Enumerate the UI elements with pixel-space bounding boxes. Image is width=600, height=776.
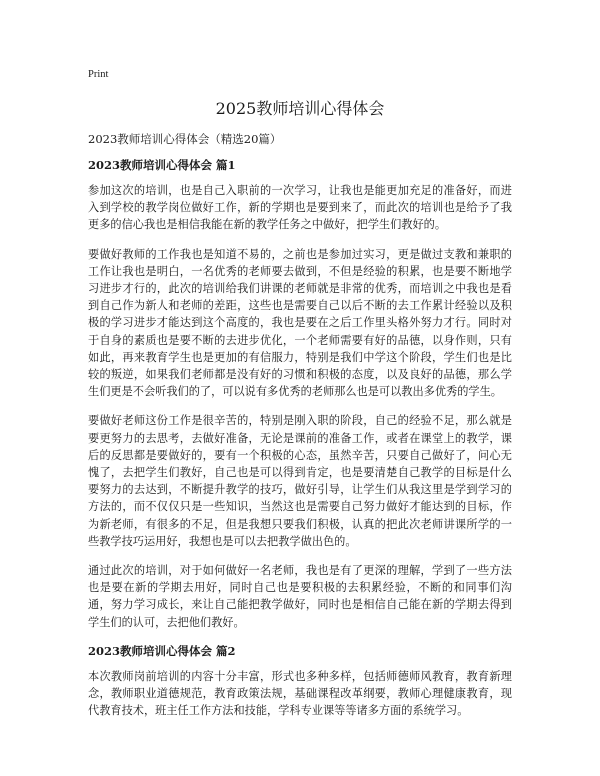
paragraph: 通过此次的培训，对于如何做好一名老师，我也是有了更深的理解，学到了一些方法也是要在新的学期去用好，同时自己也是要积极的去积累经验，不断的和同事们沟通，努力学习成长，来让自己能把教学做好，同时也是相信自己能在新的学期去得到学生们的认可，去把他们教好。: [88, 564, 512, 629]
document-title: 2025教师培训心得体会: [215, 99, 385, 118]
paragraph: 参加这次的培训，也是自己入职前的一次学习，让我也是能更加充足的准备好，而进入到学校的教学岗位做好工作，新的学期也是要到来了，而此次的培训也是给予了我更多的信心我也是相信我能在新的教学任务之中做好，把学生们教好的。: [88, 184, 512, 232]
paragraph: 本次教师岗前培训的内容十分丰富，形式也多种多样，包括师德师风教育，教育新理念，教师职业道德规范，教育政策法规，基础课程改革纲要，教师心理健康教育，现代教育技术，班主任工作方法和技能，学科专业课等等诸多方面的系统学习。: [88, 669, 512, 718]
section-heading-1: 2023教师培训心得体会 篇1: [88, 158, 236, 172]
section-heading-2: 2023教师培训心得体会 篇2: [88, 643, 236, 658]
paragraph: 要做好教师的工作我也是知道不易的，之前也是参加过实习，更是做过支教和兼职的工作让我也是明白，一名优秀的老师要去做到，不但是经验的积累，也是要不断地学习进步才行的，此次的培训给我们讲课的老师就是非常的优秀，而培训之中我也是看到自己作为新人和老师的差距，这些也是需要自己以后不断的去工作累计经验以及积极的学习进步才能达到这个高度的，我也是要在之后工作里头格外努力才行。同时对于自身的素质也是要不断的去进步优化，一个老师需要有好的品德，以身作则，只有如此，再来教育学生也是更加的有信服力，特别是我们中学这个阶段，学生们也是比较的叛逆，如果我们老师都是没有好的习惯和积极的态度，以及良好的品德，那么学生们更是不会听我们的了，可以说有多优秀的老师那么也是可以教出多优秀的学生。: [88, 247, 512, 399]
document-subtitle: 2023教师培训心得体会（精选20篇）: [88, 132, 282, 146]
paragraph: 要做好老师这份工作是很辛苦的，特别是刚入职的阶段，自己的经验不足，那么就是要更努力的去思考，去做好准备，无论是课前的准备工作，或者在课堂上的教学，课后的反思都是要做好的，要有一个积极的心态，虽然辛苦，只要自己做好了，问心无愧了，去把学生们教好，自己也是可以得到肯定，也是要清楚自己教学的目标是什么要努力的去达到，不断提升教学的技巧，做好引导，让学生们从我这里是学到学习的方法的，而不仅仅只是一些知识，当然这也是需要自己努力做好才能达到的目标，作为新老师，有很多的不足，但是我想只要我们积极，认真的把此次老师讲课所学的一些教学技巧运用好，我想也是可以去把教学做出色的。: [88, 414, 512, 548]
print-link[interactable]: Print: [88, 69, 109, 80]
